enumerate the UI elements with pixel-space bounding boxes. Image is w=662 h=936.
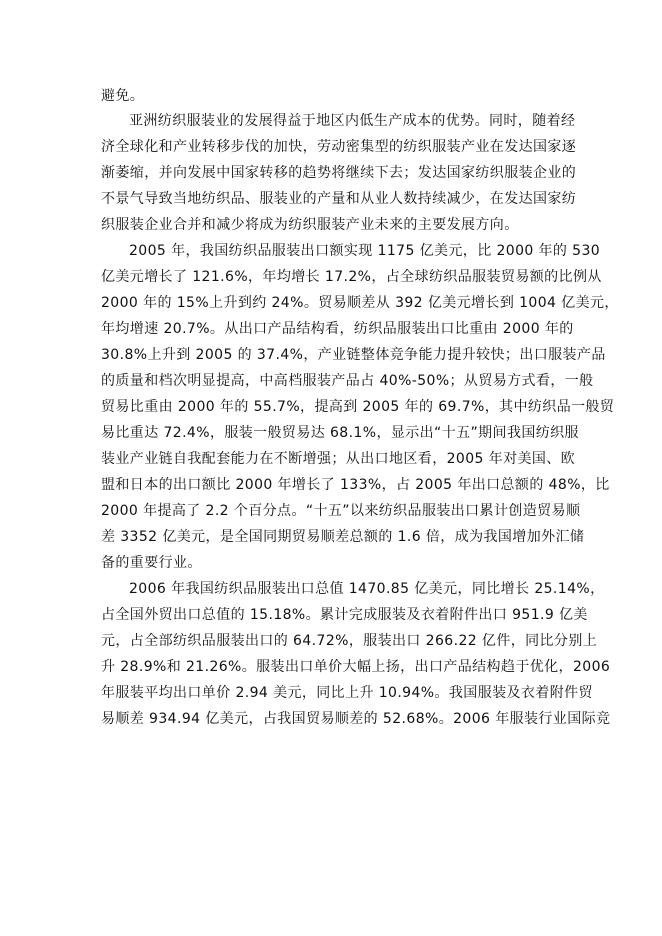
- text-line: 元，占全部纺织品服装出口的 64.72%，服装出口 266.22 亿件，同比分别上: [101, 633, 598, 649]
- text-line: 织服装企业合并和减少将成为纺织服装产业未来的主要发展方向。: [101, 217, 519, 233]
- text-line: 2005 年，我国纺织品服装出口额实现 1175 亿美元，比 2000 年的 530: [129, 243, 601, 259]
- text-line: 贸易比重由 2000 年的 55.7%，提高到 2005 年的 69.7%，其中纺织品一般贸: [101, 399, 615, 415]
- text-line: 年服装平均出口单价 2.94 美元，同比上升 10.94%。我国服装及衣着附件贸: [101, 685, 593, 701]
- text-line: 渐萎缩，并向发展中国家转移的趋势将继续下去；发达国家纺织服装企业的: [101, 165, 577, 181]
- text-line: 不景气导致当地纺织品、服装业的产量和从业人数持续减少，在发达国家纺: [101, 191, 577, 207]
- text-line: 2000 年提高了 2.2 个百分点。“十五”以来纺织品服装出口累计创造贸易顺: [101, 503, 581, 519]
- text-line: 避免。: [101, 88, 145, 104]
- text-line: 占全国外贸出口总值的 15.18%。累计完成服装及衣着附件出口 951.9 亿美: [101, 607, 588, 623]
- text-line: 差 3352 亿美元，是全国同期贸易顺差总额的 1.6 倍，成为我国增加外汇储: [101, 529, 585, 545]
- text-line: 备的重要行业。: [101, 555, 202, 571]
- text-line: 盟和日本的出口额比 2000 年增长了 133%，占 2005 年出口总额的 48%，比: [101, 477, 610, 493]
- text-line: 亿美元增长了 121.6%，年均增长 17.2%，占全球纺织品服装贸易额的比例从: [101, 269, 602, 285]
- text-line: 易比重达 72.4%，服装一般贸易达 68.1%，显示出“十五”期间我国纺织服: [101, 425, 579, 441]
- text-line: 30.8%上升到 2005 的 37.4%，产业链整体竞争能力提升较快；出口服装产品: [101, 347, 606, 363]
- text-line: 易顺差 934.94 亿美元，占我国贸易顺差的 52.68%。2006 年服装行业国际竞: [101, 711, 611, 727]
- text-line: 济全球化和产业转移步伐的加快，劳动密集型的纺织服装产业在发达国家逐: [101, 139, 577, 155]
- text-line: 亚洲纺织服装业的发展得益于地区内低生产成本的优势。同时，随着经: [129, 113, 576, 129]
- text-line: 的质量和档次明显提高，中高档服装产品占 40%-50%；从贸易方式看，一般: [101, 373, 594, 389]
- text-line: 装业产业链自我配套能力在不断增强；从出口地区看，2005 年对美国、欧: [101, 451, 576, 467]
- text-line: 年均增速 20.7%。从出口产品结构看，纺织品服装出口比重由 2000 年的: [101, 321, 574, 337]
- text-line: 升 28.9%和 21.26%。服装出口单价大幅上扬，出口产品结构趋于优化，2006: [101, 659, 611, 675]
- text-line: 2006 年我国纺织品服装出口总值 1470.85 亿美元，同比增长 25.14%，: [129, 581, 605, 597]
- text-line: 2000 年的 15%上升到约 24%。贸易顺差从 392 亿美元增长到 1004 亿美元，: [101, 295, 619, 311]
